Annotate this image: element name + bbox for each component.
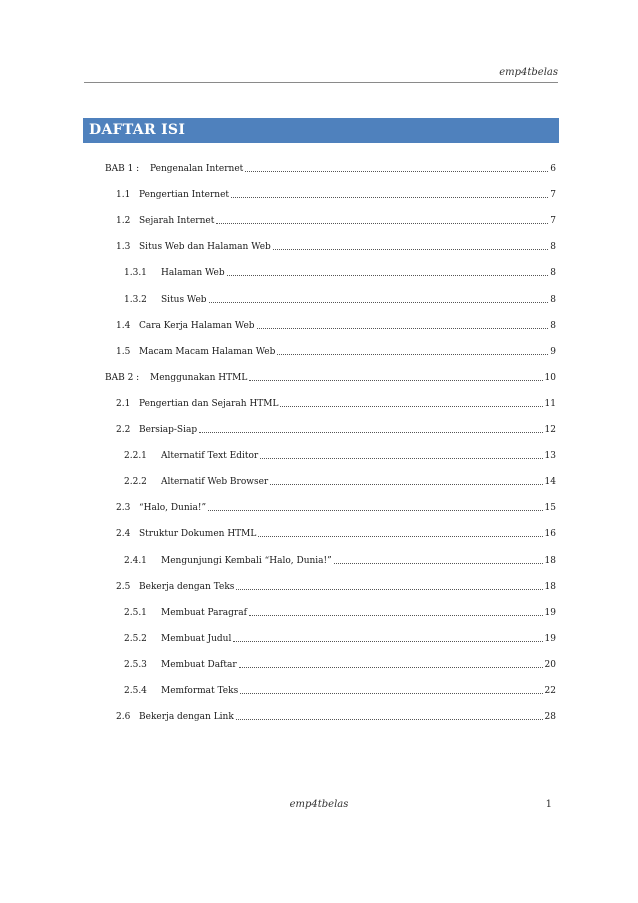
toc-entry-number: 2.5.2 bbox=[124, 633, 147, 644]
toc-entry-title: Membuat Paragraf bbox=[161, 607, 247, 618]
toc-dot-leader bbox=[236, 589, 542, 590]
toc-entry-number: 1.3.1 bbox=[124, 268, 147, 279]
toc-entry-number: 2.2.1 bbox=[124, 451, 147, 462]
toc-dot-leader bbox=[245, 171, 548, 172]
toc-entry-title: Bekerja dengan Teks bbox=[139, 581, 235, 592]
header-divider bbox=[84, 82, 558, 83]
toc-entry-page: 15 bbox=[544, 503, 556, 514]
toc-entry-page: 22 bbox=[544, 686, 556, 696]
toc-entry-title: Pengenalan Internet bbox=[150, 164, 244, 174]
toc-entry[interactable] bbox=[0, 346, 638, 358]
toc-entry[interactable] bbox=[0, 555, 638, 567]
toc-entry-number: 1.4 bbox=[116, 320, 131, 331]
toc-title: DAFTAR ISI bbox=[89, 122, 186, 138]
toc-title-banner bbox=[83, 118, 559, 143]
toc-entry[interactable] bbox=[0, 294, 638, 306]
toc-entry-number: 2.4 bbox=[116, 529, 131, 540]
toc-entry-number: 2.5.4 bbox=[124, 686, 147, 696]
toc-entry-page: 20 bbox=[544, 659, 556, 670]
toc-dot-leader bbox=[270, 484, 542, 485]
toc-entry-title: Pengertian Internet bbox=[139, 190, 230, 201]
toc-entry[interactable] bbox=[0, 320, 638, 332]
toc-entry-number: 1.2 bbox=[116, 216, 131, 227]
toc-dot-leader bbox=[257, 328, 549, 329]
toc-entry-page: 13 bbox=[544, 451, 556, 462]
toc-entry[interactable] bbox=[0, 424, 638, 436]
toc-entry-page: 14 bbox=[544, 477, 556, 488]
page-header-text: emp4tbelas bbox=[499, 67, 558, 78]
toc-entry-page: 6 bbox=[550, 164, 556, 174]
toc-entry-title: Alternatif Web Browser bbox=[161, 477, 269, 488]
toc-entry[interactable] bbox=[0, 502, 638, 514]
toc-entry[interactable] bbox=[0, 215, 638, 227]
toc-entry-number: 2.5.1 bbox=[124, 607, 147, 618]
toc-entry-number: 2.5.3 bbox=[124, 659, 147, 670]
toc-entry-title: Bekerja dengan Link bbox=[139, 712, 234, 723]
toc-dot-leader bbox=[273, 249, 548, 250]
toc-entry[interactable] bbox=[0, 528, 638, 540]
toc-entry-number: 1.5 bbox=[116, 346, 131, 357]
toc-dot-leader bbox=[233, 641, 542, 642]
toc-entry-number: 1.1 bbox=[116, 190, 131, 201]
toc-entry-title: Situs Web bbox=[161, 294, 207, 305]
toc-entry-title: Mengunjungi Kembali “Halo, Dunia!” bbox=[161, 555, 332, 566]
toc-dot-leader bbox=[249, 615, 543, 616]
toc-entry-page: 16 bbox=[544, 529, 556, 540]
toc-entry-page: 8 bbox=[550, 320, 556, 331]
toc-entry-title: Halaman Web bbox=[161, 268, 225, 279]
toc-dot-leader bbox=[239, 667, 543, 668]
toc-entry-number: 2.6 bbox=[116, 712, 131, 723]
toc-entry-title: “Halo, Dunia!” bbox=[139, 503, 207, 514]
toc-entry-page: 18 bbox=[544, 581, 556, 592]
toc-entry-number: 1.3.2 bbox=[124, 294, 147, 305]
toc-dot-leader bbox=[227, 275, 549, 276]
toc-entry[interactable] bbox=[0, 659, 638, 671]
toc-dot-leader bbox=[277, 354, 548, 355]
toc-entry-page: 28 bbox=[544, 712, 556, 723]
toc-entry-number: BAB 1 : bbox=[105, 164, 140, 174]
toc-entry-number: BAB 2 : bbox=[105, 372, 140, 383]
toc-dot-leader bbox=[199, 432, 542, 433]
toc-entry[interactable] bbox=[0, 163, 638, 175]
toc-dot-leader bbox=[240, 693, 542, 694]
toc-entry-number: 2.2.2 bbox=[124, 477, 147, 488]
toc-entry-number: 2.2 bbox=[116, 425, 131, 435]
toc-dot-leader bbox=[216, 223, 548, 224]
toc-entry[interactable] bbox=[0, 581, 638, 593]
toc-entry-title: Pengertian dan Sejarah HTML bbox=[139, 398, 279, 409]
toc-entry-title: Cara Kerja Halaman Web bbox=[139, 320, 255, 331]
toc-entry-title: Menggunakan HTML bbox=[150, 372, 248, 383]
toc-dot-leader bbox=[334, 563, 543, 564]
toc-entry-page: 7 bbox=[550, 190, 556, 201]
toc-entry-page: 11 bbox=[544, 398, 556, 409]
toc-entry[interactable] bbox=[0, 267, 638, 279]
toc-entry-title: Bersiap-Siap bbox=[139, 425, 198, 435]
toc-entry-number: 2.4.1 bbox=[124, 555, 147, 566]
toc-dot-leader bbox=[260, 458, 542, 459]
toc-entry[interactable] bbox=[0, 398, 638, 410]
toc-entry-page: 8 bbox=[550, 294, 556, 305]
page-number: 1 bbox=[545, 799, 552, 810]
toc-entry-number: 2.5 bbox=[116, 581, 131, 592]
toc-entry[interactable] bbox=[0, 476, 638, 488]
toc-entry-title: Struktur Dokumen HTML bbox=[139, 529, 257, 540]
toc-dot-leader bbox=[231, 197, 548, 198]
toc-entry[interactable] bbox=[0, 189, 638, 201]
toc-entry[interactable] bbox=[0, 372, 638, 384]
toc-entry[interactable] bbox=[0, 685, 638, 697]
toc-entry-page: 19 bbox=[544, 633, 556, 644]
toc-entry[interactable] bbox=[0, 633, 638, 645]
toc-entry-title: Macam Macam Halaman Web bbox=[139, 346, 276, 357]
toc-entry-title: Membuat Daftar bbox=[161, 659, 237, 670]
toc-entry-page: 12 bbox=[544, 425, 556, 435]
toc-entry-page: 7 bbox=[550, 216, 556, 227]
page-footer-text: emp4tbelas bbox=[289, 799, 349, 810]
toc-dot-leader bbox=[209, 302, 549, 303]
toc-entry-page: 9 bbox=[550, 346, 556, 357]
toc-entry-title: Memformat Teks bbox=[161, 686, 239, 696]
toc-entry-page: 8 bbox=[550, 268, 556, 279]
toc-dot-leader bbox=[249, 380, 542, 381]
toc-dot-leader bbox=[280, 406, 542, 407]
toc-entry[interactable] bbox=[0, 711, 638, 723]
toc-dot-leader bbox=[236, 719, 543, 720]
toc-entry-page: 19 bbox=[544, 607, 556, 618]
toc-dot-leader bbox=[208, 510, 542, 511]
toc-entry[interactable] bbox=[0, 607, 638, 619]
toc-entry-title: Alternatif Text Editor bbox=[161, 451, 259, 462]
toc-dot-leader bbox=[258, 536, 542, 537]
toc-entry[interactable] bbox=[0, 241, 638, 253]
toc-entry-page: 10 bbox=[544, 372, 556, 383]
toc-entry-number: 2.3 bbox=[116, 503, 131, 514]
toc-entry-page: 8 bbox=[550, 242, 556, 253]
toc-entry-page: 18 bbox=[544, 555, 556, 566]
toc-entry-title: Situs Web dan Halaman Web bbox=[139, 242, 271, 253]
toc-entry-title: Membuat Judul bbox=[161, 633, 232, 644]
toc-entry-number: 2.1 bbox=[116, 398, 131, 409]
toc-entry-title: Sejarah Internet bbox=[139, 216, 215, 227]
toc-entry[interactable] bbox=[0, 450, 638, 462]
toc-entry-number: 1.3 bbox=[116, 242, 131, 253]
